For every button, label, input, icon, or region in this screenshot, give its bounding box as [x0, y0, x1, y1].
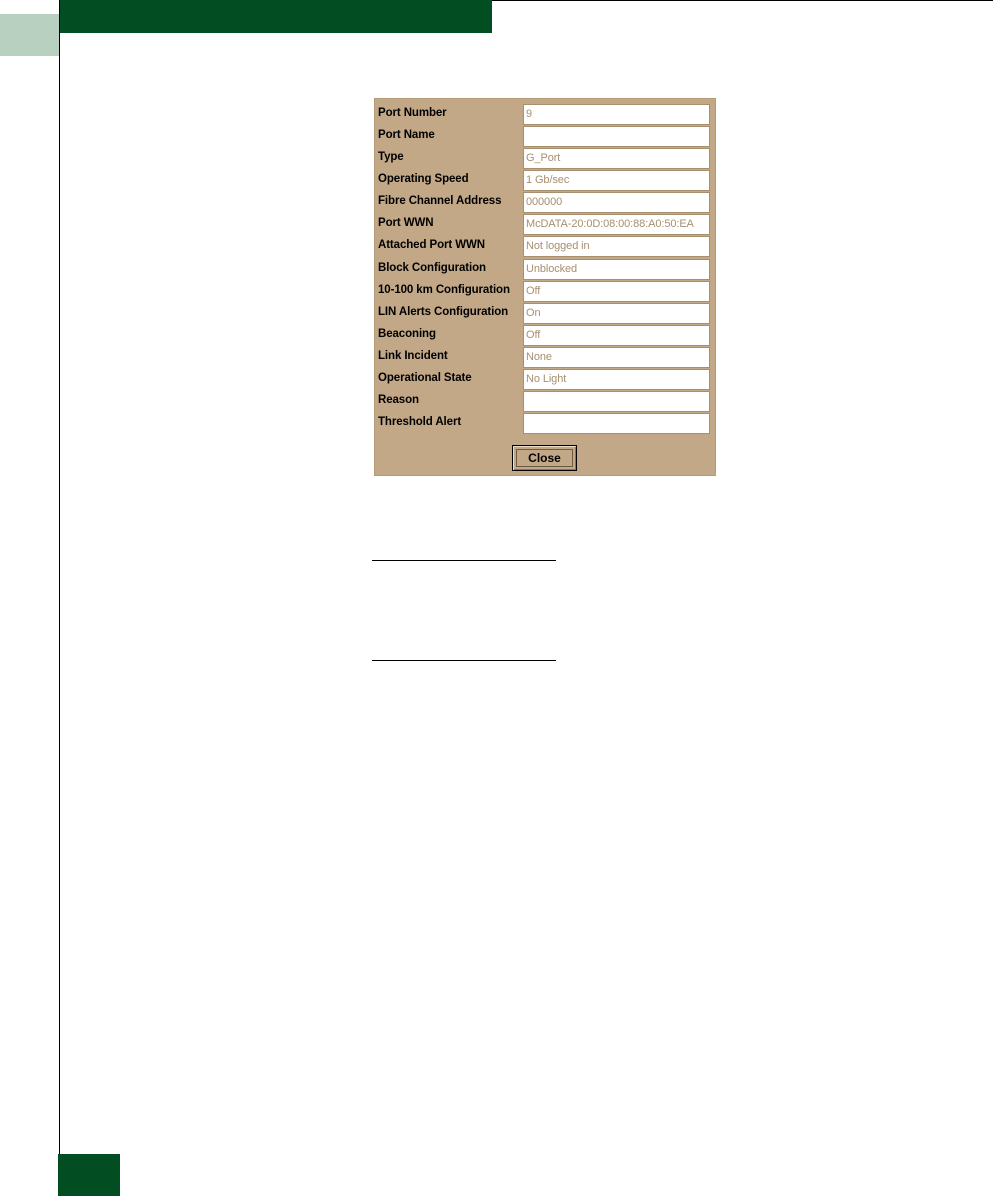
beaconing-label: Beaconing: [378, 328, 436, 340]
row-threshold-alert: [374, 412, 716, 434]
distance-configuration-label: 10-100 km Configuration: [378, 284, 510, 296]
port-name-field[interactable]: [523, 126, 710, 147]
page-footer-block: [58, 1154, 120, 1196]
lin-alerts-configuration-field[interactable]: On: [523, 303, 710, 324]
operational-state-field[interactable]: No Light: [523, 369, 710, 390]
close-button[interactable]: [512, 445, 577, 471]
row-fibre-channel-address: [374, 191, 716, 213]
fibre-channel-address-field[interactable]: 000000: [523, 192, 710, 213]
threshold-alert-label: Threshold Alert: [378, 416, 462, 428]
row-attached-port-wwn: [374, 235, 716, 257]
link-incident-field[interactable]: None: [523, 347, 710, 368]
distance-configuration-field[interactable]: Off: [523, 281, 710, 302]
row-type: [374, 147, 716, 169]
margin-rule: [59, 0, 60, 1196]
row-port-wwn: [374, 213, 716, 235]
port-number-field[interactable]: 9: [523, 104, 710, 125]
document-rule: [372, 660, 556, 661]
close-button-label: Close: [516, 449, 573, 467]
chapter-tab: [0, 14, 60, 56]
header-rule: [492, 0, 993, 1]
link-incident-label: Link Incident: [378, 350, 448, 362]
type-label: Type: [378, 151, 404, 163]
reason-field[interactable]: [523, 391, 710, 412]
row-port-name: [374, 125, 716, 147]
page-header-bar: [60, 0, 492, 33]
row-port-number: [374, 103, 716, 125]
row-beaconing: [374, 324, 716, 346]
fibre-channel-address-label: Fibre Channel Address: [378, 195, 502, 207]
row-lin-alerts-configuration: [374, 302, 716, 324]
beaconing-field[interactable]: Off: [523, 325, 710, 346]
row-block-configuration: [374, 258, 716, 280]
operating-speed-field[interactable]: 1 Gb/sec: [523, 170, 710, 191]
block-configuration-field[interactable]: Unblocked: [523, 259, 710, 280]
reason-label: Reason: [378, 394, 419, 406]
operating-speed-label: Operating Speed: [378, 173, 469, 185]
port-properties-dialog: [374, 98, 716, 476]
block-configuration-label: Block Configuration: [378, 262, 486, 274]
operational-state-label: Operational State: [378, 372, 472, 384]
row-operating-speed: [374, 169, 716, 191]
row-operational-state: [374, 368, 716, 390]
port-wwn-field[interactable]: McDATA-20:0D:08:00:88:A0:50:EA: [523, 214, 710, 235]
row-distance-configuration: [374, 280, 716, 302]
port-name-label: Port Name: [378, 129, 435, 141]
type-field[interactable]: G_Port: [523, 148, 710, 169]
port-number-label: Port Number: [378, 107, 447, 119]
attached-port-wwn-label: Attached Port WWN: [378, 239, 485, 251]
document-rule: [372, 560, 556, 561]
row-link-incident: [374, 346, 716, 368]
lin-alerts-configuration-label: LIN Alerts Configuration: [378, 306, 509, 318]
row-reason: [374, 390, 716, 412]
attached-port-wwn-field[interactable]: Not logged in: [523, 236, 710, 257]
threshold-alert-field[interactable]: [523, 413, 710, 434]
port-wwn-label: Port WWN: [378, 217, 434, 229]
